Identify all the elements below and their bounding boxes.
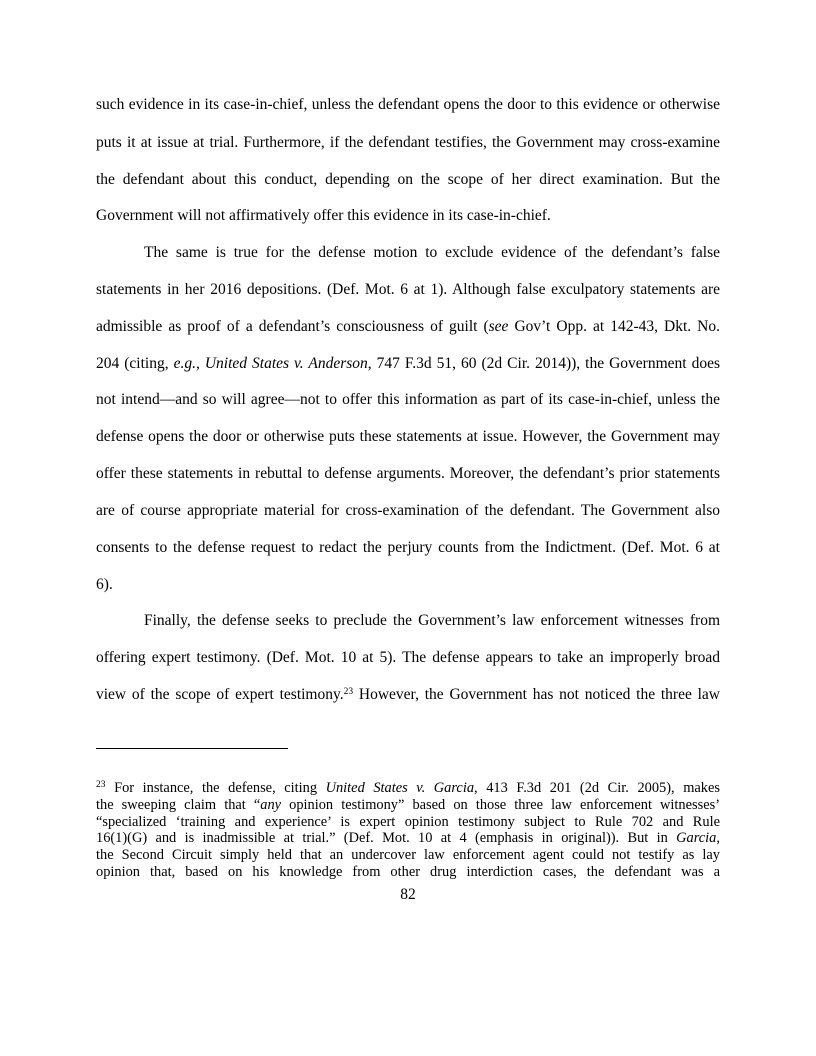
footnote-line: “specialized ‘training and experience’ is expert opinion testimony subject to Rule 702 and Rule xyxy=(96,814,720,830)
text-run: , 413 F.3d 201 (2d Cir. 2005), makes xyxy=(474,780,720,796)
text-run: However, the Government has not noticed the three law xyxy=(353,686,720,703)
body-line: offering expert testimony. (Def. Mot. 10 at 5). The defense appears to take an improperly broad xyxy=(96,649,720,666)
text-run: Gov’t Opp. at 142-43, Dkt. No. xyxy=(508,318,720,335)
body-line: statements in her 2016 depositions. (Def. Mot. 6 at 1). Although false exculpatory statements are xyxy=(96,281,720,298)
case-name: United States v. Garcia xyxy=(325,780,475,796)
footnote-line xyxy=(96,830,720,847)
text-run: view of the scope of expert testimony. xyxy=(96,686,344,703)
text-run: , xyxy=(195,355,205,372)
text-run: , 747 F.3d 51, 60 (2d Cir. 2014)), the Government does xyxy=(367,355,720,372)
footnote-line xyxy=(96,797,720,814)
case-name: United States v. Anderson xyxy=(204,355,368,372)
body-line: The same is true for the defense motion to exclude evidence of the defendant’s false xyxy=(144,244,720,261)
body-line: not intend—and so will agree—not to offer this information as part of its case-in-chief, unless the xyxy=(96,391,720,408)
footnote-line: the Second Circuit simply held that an undercover law enforcement agent could not testify as lay xyxy=(96,847,720,863)
page-number: 82 xyxy=(400,886,416,903)
footnote-reference: 23 xyxy=(343,687,354,697)
body-line: puts it at issue at trial. Furthermore, if the defendant testifies, the Government may cross-examine xyxy=(96,134,720,151)
text-run: admissible as proof of a defendant’s consciousness of guilt ( xyxy=(96,318,489,335)
body-line xyxy=(96,686,720,704)
case-name: Garcia xyxy=(676,830,717,846)
body-line: consents to the defense request to redact the perjury counts from the Indictment. (Def. Mot. 6 at xyxy=(96,539,720,556)
footnote-line xyxy=(96,780,720,797)
body-line xyxy=(96,355,720,373)
body-line: Government will not affirmatively offer this evidence in its case-in-chief. xyxy=(96,207,551,224)
body-line: defense opens the door or otherwise puts these statements at issue. However, the Government may xyxy=(96,428,720,445)
signal-eg: e.g. xyxy=(173,355,196,372)
footnote-separator xyxy=(96,748,288,749)
body-line: 6). xyxy=(96,576,113,593)
text-run: 204 (citing, xyxy=(96,355,174,372)
text-run: opinion testimony” based on those three law enforcement witnesses’ xyxy=(281,797,720,813)
emphasis: any xyxy=(260,797,282,813)
body-line: offer these statements in rebuttal to defense arguments. Moreover, the defendant’s prior statements xyxy=(96,465,720,482)
signal-see: see xyxy=(488,318,509,335)
body-line: Finally, the defense seeks to preclude the Government’s law enforcement witnesses from xyxy=(144,612,720,629)
text-run: 16(1)(G) and is inadmissible at trial.” (Def. Mot. 10 at 4 (emphasis in original)). But in xyxy=(96,830,668,846)
body-line: such evidence in its case-in-chief, unless the defendant opens the door to this evidence or otherwise xyxy=(96,96,720,113)
text-run: , xyxy=(716,830,720,846)
body-line: the defendant about this conduct, depending on the scope of her direct examination. But the xyxy=(96,171,720,188)
text-run: the sweeping claim that “ xyxy=(96,797,261,813)
body-line: are of course appropriate material for cross-examination of the defendant. The Government also xyxy=(96,502,720,519)
footnote-line: opinion that, based on his knowledge from other drug interdiction cases, the defendant was a xyxy=(96,864,720,880)
text-run: For instance, the defense, citing xyxy=(105,780,326,796)
footnote-number: 23 xyxy=(96,780,106,790)
body-line xyxy=(96,318,720,336)
